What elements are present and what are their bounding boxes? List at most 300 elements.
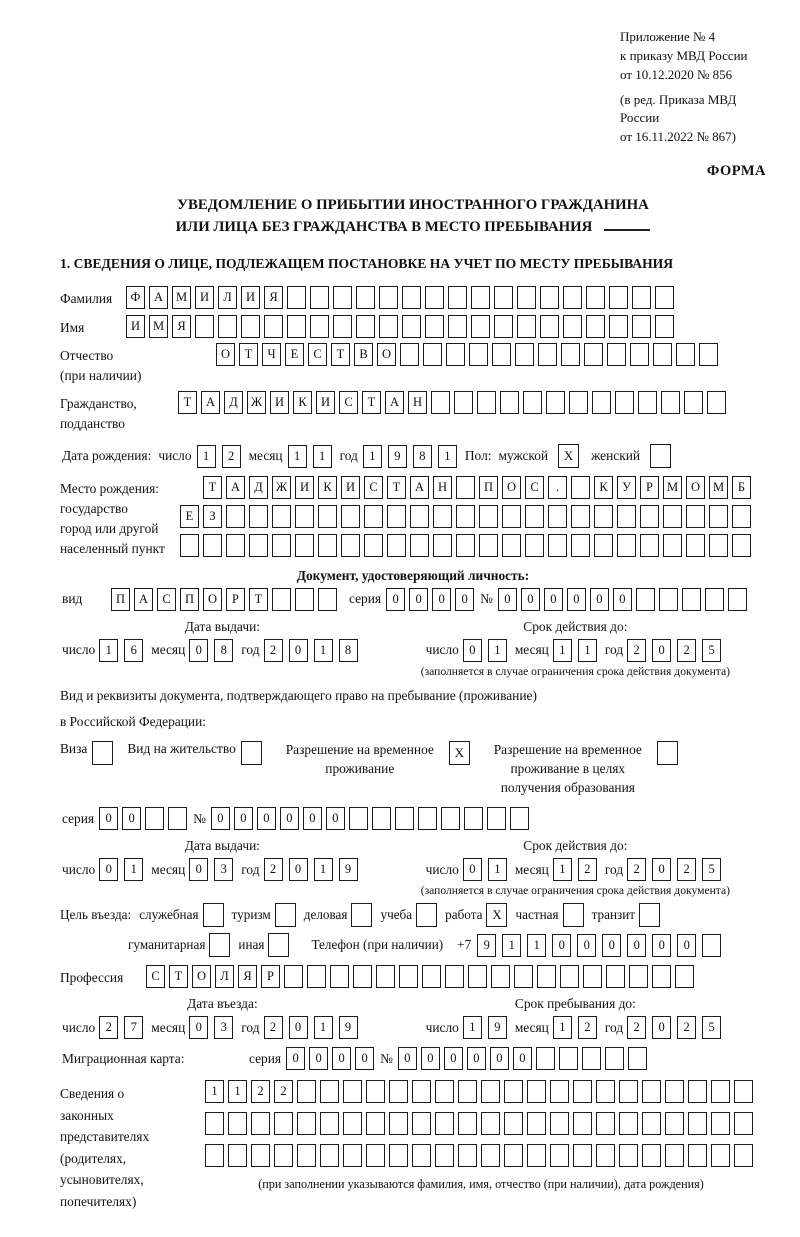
doc-valid-day-cells bbox=[463, 639, 513, 662]
doc-series-cells bbox=[386, 588, 478, 611]
char-cell: П bbox=[479, 476, 498, 499]
residence-series-cells bbox=[99, 807, 191, 830]
purpose-option-delovaya bbox=[304, 903, 373, 927]
char-cell bbox=[180, 534, 199, 557]
visa-checkbox bbox=[92, 741, 113, 765]
char-cell: П bbox=[111, 588, 130, 611]
purpose-option-turizm bbox=[232, 903, 296, 927]
char-cell bbox=[205, 1112, 224, 1135]
patronymic-cells bbox=[216, 343, 722, 366]
entry-purpose-label: Цель въезда: bbox=[60, 907, 132, 923]
char-cell: 0 bbox=[677, 934, 696, 957]
char-cell bbox=[481, 1112, 500, 1135]
char-cell: 0 bbox=[99, 858, 118, 881]
char-cell bbox=[709, 505, 728, 528]
char-cell bbox=[523, 391, 542, 414]
char-cell: В bbox=[354, 343, 373, 366]
char-cell: 1 bbox=[314, 858, 333, 881]
char-cell: 2 bbox=[222, 445, 241, 468]
stay-year-label: год bbox=[604, 1019, 624, 1035]
char-cell bbox=[464, 807, 483, 830]
char-cell: С bbox=[308, 343, 327, 366]
char-cell: О bbox=[192, 965, 211, 988]
form-title-line2-wrap bbox=[60, 216, 766, 238]
char-cell: 2 bbox=[264, 858, 283, 881]
char-cell bbox=[638, 391, 657, 414]
char-cell bbox=[168, 807, 187, 830]
char-cell bbox=[709, 534, 728, 557]
char-cell bbox=[548, 534, 567, 557]
char-cell bbox=[596, 1112, 615, 1135]
birth-day-cells bbox=[197, 445, 247, 468]
char-cell bbox=[491, 965, 510, 988]
char-cell: М bbox=[172, 286, 191, 309]
char-cell: 0 bbox=[513, 1047, 532, 1070]
birth-place-label bbox=[60, 476, 180, 559]
char-cell: 0 bbox=[544, 588, 563, 611]
char-cell bbox=[228, 1144, 247, 1167]
char-cell: О bbox=[686, 476, 705, 499]
char-cell: С bbox=[525, 476, 544, 499]
birth-place-row3-cells bbox=[180, 534, 755, 557]
char-cell bbox=[218, 315, 237, 338]
char-cell bbox=[249, 534, 268, 557]
char-cell bbox=[431, 391, 450, 414]
char-cell bbox=[619, 1144, 638, 1167]
char-cell: 0 bbox=[421, 1047, 440, 1070]
sex-female-checkbox bbox=[650, 444, 671, 468]
birth-place-row bbox=[60, 476, 766, 559]
migration-series-cells bbox=[286, 1047, 378, 1070]
purpose-option-inaya bbox=[238, 933, 289, 957]
doc-valid-month-cells bbox=[553, 639, 603, 662]
entry-purpose-row1 bbox=[60, 903, 766, 927]
char-cell bbox=[379, 315, 398, 338]
char-cell: 8 bbox=[339, 639, 358, 662]
purpose-checkbox bbox=[639, 903, 660, 927]
char-cell bbox=[514, 965, 533, 988]
rep-row2-cells bbox=[205, 1112, 757, 1135]
char-cell bbox=[609, 315, 628, 338]
char-cell: А bbox=[410, 476, 429, 499]
char-cell bbox=[251, 1144, 270, 1167]
char-cell bbox=[525, 534, 544, 557]
char-cell: 0 bbox=[409, 588, 428, 611]
sex-label: Пол: bbox=[464, 448, 492, 464]
form-title-line1: УВЕДОМЛЕНИЕ О ПРИБЫТИИ ИНОСТРАННОГО ГРАЖДАНИНА bbox=[177, 197, 649, 214]
char-cell: 0 bbox=[280, 807, 299, 830]
doc-valid-year-cells bbox=[627, 639, 727, 662]
doc-issue-day-label: число bbox=[62, 642, 96, 658]
char-cell bbox=[274, 1112, 293, 1135]
patronymic-label-line1: Отчество bbox=[60, 347, 114, 363]
char-cell: Т bbox=[387, 476, 406, 499]
char-cell bbox=[663, 534, 682, 557]
char-cell: С bbox=[364, 476, 383, 499]
entry-day-cells bbox=[99, 1016, 149, 1039]
doc-issue-year-cells bbox=[264, 639, 364, 662]
char-cell: Д bbox=[224, 391, 243, 414]
char-cell: 1 bbox=[228, 1080, 247, 1103]
char-cell bbox=[640, 505, 659, 528]
entry-year-label: год bbox=[241, 1019, 260, 1035]
char-cell: 0 bbox=[122, 807, 141, 830]
char-cell bbox=[333, 315, 352, 338]
char-cell: 2 bbox=[251, 1080, 270, 1103]
char-cell bbox=[559, 1047, 578, 1070]
purpose-checkbox bbox=[268, 933, 289, 957]
char-cell bbox=[343, 1144, 362, 1167]
char-cell bbox=[264, 315, 283, 338]
residence-issue-heading: Дата выдачи: bbox=[184, 838, 260, 854]
char-cell bbox=[364, 534, 383, 557]
char-cell bbox=[353, 965, 372, 988]
char-cell bbox=[571, 476, 590, 499]
char-cell: . bbox=[548, 476, 567, 499]
char-cell bbox=[550, 1080, 569, 1103]
char-cell bbox=[481, 1144, 500, 1167]
char-cell bbox=[686, 505, 705, 528]
form-title bbox=[60, 194, 766, 238]
char-cell bbox=[732, 534, 751, 557]
char-cell bbox=[492, 343, 511, 366]
doc-issue-month-label: месяц bbox=[151, 642, 186, 658]
char-cell: 8 bbox=[413, 445, 432, 468]
char-cell: А bbox=[149, 286, 168, 309]
char-cell bbox=[456, 534, 475, 557]
char-cell bbox=[632, 315, 651, 338]
char-cell bbox=[272, 534, 291, 557]
char-cell bbox=[410, 534, 429, 557]
char-cell bbox=[642, 1080, 661, 1103]
char-cell bbox=[203, 534, 222, 557]
char-cell bbox=[629, 965, 648, 988]
char-cell: 5 bbox=[702, 1016, 721, 1039]
char-cell bbox=[548, 505, 567, 528]
purpose-label: туризм bbox=[231, 907, 271, 923]
char-cell bbox=[682, 588, 701, 611]
name-row bbox=[60, 315, 766, 338]
char-cell bbox=[446, 343, 465, 366]
char-cell bbox=[295, 588, 314, 611]
residence-issue-month-label: месяц bbox=[151, 861, 186, 877]
char-cell bbox=[410, 505, 429, 528]
residence-valid-note: (заполняется в случае ограничения срока действия документа) bbox=[420, 884, 731, 898]
char-cell: 0 bbox=[303, 807, 322, 830]
char-cell bbox=[502, 505, 521, 528]
stay-year-cells bbox=[627, 1016, 727, 1039]
temp-residence-checkbox: X bbox=[449, 741, 470, 765]
doc-issue-year-label: год bbox=[241, 642, 260, 658]
char-cell: Р bbox=[261, 965, 280, 988]
char-cell: И bbox=[316, 391, 335, 414]
char-cell bbox=[433, 505, 452, 528]
citizenship-cells bbox=[178, 391, 730, 414]
temp-residence-edu-checkbox bbox=[657, 741, 678, 765]
phone-label: Телефон (при наличии) bbox=[311, 937, 444, 953]
char-cell bbox=[320, 1144, 339, 1167]
appendix-line: Приложение № 4 bbox=[620, 29, 716, 44]
doc-issue-heading: Дата выдачи: bbox=[184, 618, 260, 634]
char-cell bbox=[487, 807, 506, 830]
char-cell bbox=[412, 1112, 431, 1135]
char-cell: 0 bbox=[326, 807, 345, 830]
char-cell bbox=[594, 505, 613, 528]
char-cell bbox=[481, 1080, 500, 1103]
char-cell bbox=[605, 1047, 624, 1070]
char-cell bbox=[226, 534, 245, 557]
char-cell: 2 bbox=[627, 858, 646, 881]
char-cell: 0 bbox=[577, 934, 596, 957]
birth-place-label-line1: Место рождения: bbox=[60, 481, 159, 497]
birth-place-label-line2: государство bbox=[60, 501, 128, 517]
birth-month-label: месяц bbox=[248, 448, 283, 464]
char-cell bbox=[356, 315, 375, 338]
char-cell: 1 bbox=[124, 858, 143, 881]
visa-label: Виза bbox=[60, 741, 88, 757]
migration-card-label: Миграционная карта: bbox=[62, 1050, 185, 1066]
char-cell: 1 bbox=[488, 858, 507, 881]
char-cell bbox=[320, 1112, 339, 1135]
char-cell: 2 bbox=[627, 639, 646, 662]
birth-date-label: Дата рождения: bbox=[62, 448, 152, 464]
char-cell: И bbox=[241, 286, 260, 309]
char-cell bbox=[617, 534, 636, 557]
char-cell: 2 bbox=[274, 1080, 293, 1103]
char-cell bbox=[494, 315, 513, 338]
purpose-option-ucheba bbox=[380, 903, 437, 927]
char-cell bbox=[423, 343, 442, 366]
char-cell bbox=[571, 505, 590, 528]
revision-line: от 16.11.2022 № 867) bbox=[620, 129, 737, 145]
char-cell bbox=[596, 1144, 615, 1167]
residence-doc-intro-line1: Вид и реквизиты документа, подтверждающего право на пребывание (проживание) bbox=[60, 687, 537, 703]
char-cell bbox=[435, 1080, 454, 1103]
char-cell bbox=[272, 588, 291, 611]
profession-row bbox=[60, 965, 766, 988]
rep-cells-block bbox=[205, 1080, 757, 1192]
char-cell bbox=[494, 286, 513, 309]
visa-option bbox=[60, 741, 113, 765]
char-cell: П bbox=[180, 588, 199, 611]
char-cell: 0 bbox=[332, 1047, 351, 1070]
char-cell bbox=[318, 534, 337, 557]
char-cell: 0 bbox=[467, 1047, 486, 1070]
char-cell bbox=[734, 1080, 753, 1103]
char-cell bbox=[389, 1080, 408, 1103]
char-cell bbox=[684, 391, 703, 414]
purpose-label: учеба bbox=[380, 907, 413, 923]
char-cell bbox=[458, 1112, 477, 1135]
char-cell: Т bbox=[203, 476, 222, 499]
purpose-checkbox bbox=[351, 903, 372, 927]
char-cell: А bbox=[226, 476, 245, 499]
char-cell: Е bbox=[180, 505, 199, 528]
char-cell: З bbox=[203, 505, 222, 528]
char-cell: 0 bbox=[211, 807, 230, 830]
char-cell: 0 bbox=[602, 934, 621, 957]
char-cell bbox=[307, 965, 326, 988]
migration-series-label: серия bbox=[249, 1050, 282, 1066]
char-cell bbox=[527, 1144, 546, 1167]
char-cell: 2 bbox=[264, 1016, 283, 1039]
char-cell bbox=[458, 1080, 477, 1103]
purpose-label: частная bbox=[515, 907, 559, 923]
stay-day-cells bbox=[463, 1016, 513, 1039]
name-label: Имя bbox=[60, 319, 85, 335]
residence-valid-col bbox=[385, 838, 766, 897]
char-cell: Р bbox=[226, 588, 245, 611]
char-cell: 0 bbox=[652, 858, 671, 881]
rep-cellrows bbox=[205, 1080, 757, 1167]
migration-number-cells bbox=[398, 1047, 651, 1070]
char-cell: 0 bbox=[463, 858, 482, 881]
char-cell bbox=[707, 391, 726, 414]
char-cell bbox=[615, 391, 634, 414]
residence-valid-day-label: число bbox=[425, 861, 459, 877]
char-cell: 1 bbox=[502, 934, 521, 957]
purpose-checkbox bbox=[416, 903, 437, 927]
rep-label-line: (родителях, bbox=[60, 1150, 127, 1166]
identity-doc-row bbox=[60, 588, 766, 611]
residence-valid-month-label: месяц bbox=[514, 861, 549, 877]
char-cell bbox=[665, 1080, 684, 1103]
purpose-checkbox bbox=[209, 933, 230, 957]
appendix-line: к приказу МВД России bbox=[620, 47, 748, 63]
char-cell: О bbox=[203, 588, 222, 611]
char-cell bbox=[228, 1112, 247, 1135]
char-cell bbox=[640, 534, 659, 557]
char-cell: 9 bbox=[488, 1016, 507, 1039]
char-cell: 0 bbox=[627, 934, 646, 957]
char-cell bbox=[454, 391, 473, 414]
purpose-label: деловая bbox=[303, 907, 348, 923]
char-cell: А bbox=[201, 391, 220, 414]
residence-issue-line bbox=[60, 858, 385, 881]
char-cell: И bbox=[295, 476, 314, 499]
birth-day-label: число bbox=[158, 448, 192, 464]
char-cell bbox=[504, 1112, 523, 1135]
char-cell: 1 bbox=[99, 639, 118, 662]
birth-year-cells bbox=[363, 445, 463, 468]
profession-label: Профессия bbox=[60, 970, 124, 986]
residence-issue-year-label: год bbox=[241, 861, 260, 877]
char-cell: 0 bbox=[289, 639, 308, 662]
char-cell bbox=[609, 286, 628, 309]
temp-residence-edu-option bbox=[484, 741, 678, 797]
purpose-checkbox-rabota: X bbox=[486, 903, 507, 927]
purpose-label: работа bbox=[445, 907, 483, 923]
char-cell bbox=[676, 343, 695, 366]
migration-card-row bbox=[60, 1047, 766, 1070]
char-cell bbox=[284, 965, 303, 988]
residence-dates-row bbox=[60, 838, 766, 897]
char-cell bbox=[297, 1080, 316, 1103]
char-cell bbox=[527, 1080, 546, 1103]
doc-type-cells bbox=[111, 588, 341, 611]
residence-issue-col bbox=[60, 838, 385, 897]
char-cell: 0 bbox=[286, 1047, 305, 1070]
char-cell: 0 bbox=[652, 1016, 671, 1039]
char-cell bbox=[318, 505, 337, 528]
char-cell: О bbox=[216, 343, 235, 366]
residence-issue-day-cells bbox=[99, 858, 149, 881]
char-cell bbox=[372, 807, 391, 830]
char-cell: М bbox=[663, 476, 682, 499]
residence-valid-heading: Срок действия до: bbox=[523, 838, 628, 854]
char-cell: Т bbox=[331, 343, 350, 366]
char-cell: Н bbox=[433, 476, 452, 499]
residence-permit-checkbox bbox=[241, 741, 262, 765]
char-cell bbox=[399, 965, 418, 988]
residence-valid-day-cells bbox=[463, 858, 513, 881]
surname-cells bbox=[126, 286, 678, 309]
char-cell bbox=[366, 1144, 385, 1167]
char-cell bbox=[389, 1144, 408, 1167]
phone-prefix: +7 bbox=[457, 937, 472, 953]
char-cell bbox=[663, 505, 682, 528]
char-cell bbox=[356, 286, 375, 309]
entry-day-label: число bbox=[62, 1019, 96, 1035]
purpose-label: иная bbox=[238, 937, 265, 953]
char-cell: 2 bbox=[264, 639, 283, 662]
char-cell: 0 bbox=[521, 588, 540, 611]
char-cell: 2 bbox=[578, 1016, 597, 1039]
char-cell bbox=[573, 1080, 592, 1103]
char-cell bbox=[628, 1047, 647, 1070]
entry-purpose-row2 bbox=[128, 933, 766, 957]
legal-representatives-label bbox=[60, 1080, 205, 1212]
char-cell: 1 bbox=[527, 934, 546, 957]
char-cell: 3 bbox=[214, 1016, 233, 1039]
char-cell bbox=[422, 965, 441, 988]
sex-female-label: женский bbox=[591, 448, 641, 464]
char-cell: Л bbox=[215, 965, 234, 988]
patronymic-label bbox=[60, 343, 216, 386]
name-cells bbox=[126, 315, 678, 338]
char-cell: 0 bbox=[386, 588, 405, 611]
char-cell bbox=[550, 1112, 569, 1135]
char-cell bbox=[504, 1080, 523, 1103]
residence-doc-intro-line2: в Российской Федерации: bbox=[60, 714, 206, 730]
char-cell bbox=[688, 1080, 707, 1103]
residence-doc-options bbox=[60, 741, 766, 797]
doc-valid-line bbox=[385, 639, 766, 662]
birth-year-label: год bbox=[339, 448, 358, 464]
migration-number-label: № bbox=[380, 1050, 393, 1066]
form-title-line2: ИЛИ ЛИЦА БЕЗ ГРАЖДАНСТВА В МЕСТО ПРЕБЫВАНИЯ bbox=[175, 219, 593, 236]
char-cell bbox=[295, 534, 314, 557]
doc-number-cells bbox=[498, 588, 751, 611]
char-cell: Я bbox=[264, 286, 283, 309]
char-cell bbox=[596, 1080, 615, 1103]
char-cell: 0 bbox=[444, 1047, 463, 1070]
citizenship-label-line2: подданство bbox=[60, 415, 125, 431]
sex-male-checkbox: X bbox=[558, 444, 579, 468]
char-cell: 1 bbox=[488, 639, 507, 662]
appendix-block bbox=[620, 28, 766, 147]
char-cell: М bbox=[149, 315, 168, 338]
purpose-label: транзит bbox=[591, 907, 636, 923]
char-cell bbox=[525, 505, 544, 528]
purpose-label: служебная bbox=[139, 907, 199, 923]
entry-date-col bbox=[60, 996, 385, 1039]
rep-row3-cells bbox=[205, 1144, 757, 1167]
char-cell bbox=[412, 1144, 431, 1167]
phone-cells bbox=[477, 934, 727, 957]
birth-month-cells bbox=[288, 445, 338, 468]
char-cell bbox=[441, 807, 460, 830]
